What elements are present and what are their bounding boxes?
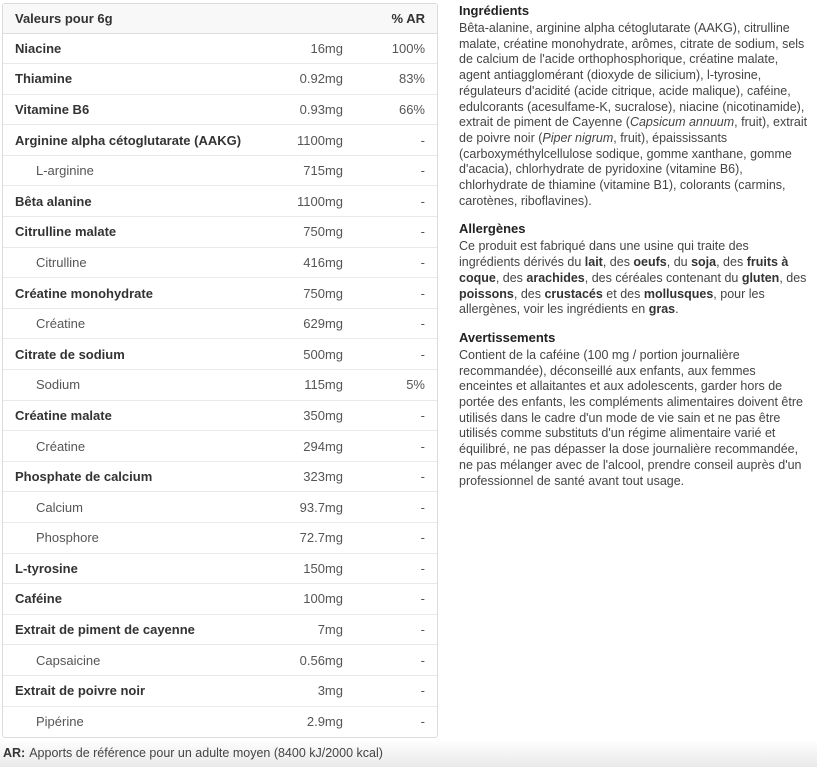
row-ar: - bbox=[353, 553, 437, 584]
row-value: 1100mg bbox=[253, 186, 353, 217]
table-row bbox=[3, 278, 437, 309]
row-value: 2.9mg bbox=[306, 714, 343, 730]
row-value: 0.93mg bbox=[253, 94, 353, 125]
row-label: Niacine bbox=[3, 33, 253, 64]
row-ar: - bbox=[353, 308, 437, 339]
table-row bbox=[3, 94, 437, 125]
row-ar: - bbox=[353, 186, 437, 217]
table-row bbox=[3, 247, 437, 278]
row-value: 93.7mg bbox=[253, 492, 353, 523]
row-value: 629mg bbox=[253, 308, 353, 339]
row-value: 3mg bbox=[253, 675, 353, 706]
table-header-serving: Valeurs pour 6g bbox=[3, 4, 253, 33]
row-ar: 5% bbox=[353, 370, 437, 401]
table-row bbox=[3, 339, 437, 370]
table-header-value-spacer bbox=[253, 4, 353, 33]
row-value: 115mg bbox=[253, 370, 353, 401]
row-label: Citrulline malate bbox=[3, 217, 253, 248]
table-row bbox=[3, 461, 437, 492]
table-body bbox=[3, 33, 437, 737]
section-text: Bêta-alanine, arginine alpha cétoglutarate (AAKG), citrulline malate, créatine monohydrate, arômes, citrate de sodium, sels de calcium de l'acide orthophosphorique, créatine malate, agent antiagglomérant (dioxyde de silicium), l-tyrosine, régulateurs d'acidité (acide citrique, acide malique), caféine, edulcorants (acesulfame-K, sucralose), niacine (nicotinamide), extrait de piment de Cayenne (Capsicum annuum, fruit), extrait de poivre noir (Piper nigrum, fruit), épaississants (carboxyméthylcellulose sodique, gomme xanthane, gomme d'acacia), chlorhydrate de pyridoxine (vitamine B6), chlorhydrate de thiamine (vitamine B1), colorants (carmins, carotènes, riboflavines). bbox=[459, 21, 808, 208]
table-row bbox=[3, 400, 437, 431]
row-ar: - bbox=[353, 278, 437, 309]
nutrition-table bbox=[2, 3, 438, 738]
row-ar: 66% bbox=[353, 94, 437, 125]
row-value: 323mg bbox=[253, 461, 353, 492]
section-text: Contient de la caféine (100 mg / portion journalière recommandée), déconseillé aux enfants, aux femmes enceintes et allaitantes et aux adolescents, garder hors de portée des enfants, les compléments alimentaires doivent être utilisés dans le cadre d'un mode de vie sain et ne pas être utilisés comme substituts d'un régime alimentaire varié et équilibré, ne pas dépasser la dose journalière recommandée, ne pas mélanger avec de l'alcool, prendre conseil auprès d'un professionnel de santé avant tout usage. bbox=[459, 347, 803, 488]
row-ar: - bbox=[353, 155, 437, 186]
row-label: Thiamine bbox=[3, 64, 253, 95]
row-ar: - bbox=[353, 125, 437, 156]
row-ar: - bbox=[353, 339, 437, 370]
table-row bbox=[3, 125, 437, 156]
row-value: 72.7mg bbox=[253, 523, 353, 554]
section-title: Allergènes bbox=[459, 221, 526, 237]
row-value: 0.92mg bbox=[253, 64, 353, 95]
row-ar: - bbox=[353, 523, 437, 554]
row-label: Capsaicine bbox=[3, 645, 253, 676]
row-ar: - bbox=[353, 614, 437, 645]
info-section bbox=[459, 3, 811, 209]
row-value: 150mg bbox=[253, 553, 353, 584]
info-section bbox=[459, 221, 811, 318]
row-label: Citrate de sodium bbox=[3, 339, 253, 370]
footnote-prefix: AR: bbox=[3, 746, 26, 760]
row-ar: - bbox=[353, 217, 437, 248]
reference-footnote bbox=[0, 739, 817, 767]
row-value: 416mg bbox=[253, 247, 353, 278]
row-label: Arginine alpha cétoglutarate (AAKG) bbox=[3, 125, 253, 156]
table-row bbox=[3, 64, 437, 95]
row-ar: - bbox=[353, 675, 437, 706]
table-row bbox=[3, 523, 437, 554]
row-label: Extrait de poivre noir bbox=[3, 675, 253, 706]
row-label: Pipérine bbox=[36, 714, 84, 730]
table-row bbox=[3, 186, 437, 217]
row-ar: - bbox=[353, 584, 437, 615]
row-value: 100mg bbox=[253, 584, 353, 615]
row-label: Citrulline bbox=[3, 247, 253, 278]
row-ar: - bbox=[353, 247, 437, 278]
row-ar: - bbox=[353, 461, 437, 492]
table-row bbox=[3, 155, 437, 186]
table-row bbox=[3, 614, 437, 645]
table-row bbox=[3, 645, 437, 676]
row-label: Calcium bbox=[3, 492, 253, 523]
row-ar: - bbox=[353, 492, 437, 523]
section-title: Avertissements bbox=[459, 329, 556, 345]
table-header-row bbox=[3, 4, 437, 33]
info-section bbox=[459, 330, 811, 489]
row-label: Créatine bbox=[3, 308, 253, 339]
table-row bbox=[3, 553, 437, 584]
table-row bbox=[3, 217, 437, 248]
row-value: 715mg bbox=[253, 155, 353, 186]
row-ar: 83% bbox=[353, 64, 437, 95]
row-label: Sodium bbox=[3, 370, 253, 401]
row-label: L-arginine bbox=[3, 155, 253, 186]
row-label: Créatine malate bbox=[3, 400, 253, 431]
table-row bbox=[3, 706, 437, 737]
table-row bbox=[3, 675, 437, 706]
row-ar: - bbox=[420, 714, 425, 730]
row-label: Caféine bbox=[3, 584, 253, 615]
row-ar: - bbox=[353, 400, 437, 431]
row-label: Phosphore bbox=[3, 523, 253, 554]
section-title: Ingrédients bbox=[459, 3, 530, 18]
row-ar: 100% bbox=[353, 33, 437, 64]
row-value: 750mg bbox=[253, 217, 353, 248]
row-label: Bêta alanine bbox=[3, 186, 253, 217]
row-value: 350mg bbox=[253, 400, 353, 431]
table-row bbox=[3, 492, 437, 523]
row-label: Extrait de piment de cayenne bbox=[3, 614, 253, 645]
row-value: 500mg bbox=[253, 339, 353, 370]
info-panel bbox=[459, 3, 811, 501]
row-value: 750mg bbox=[253, 278, 353, 309]
row-label: L-tyrosine bbox=[3, 553, 253, 584]
table-row bbox=[3, 431, 437, 462]
table-row bbox=[3, 33, 437, 64]
row-value: 294mg bbox=[253, 431, 353, 462]
row-value: 1100mg bbox=[253, 125, 353, 156]
table-row bbox=[3, 308, 437, 339]
table-row bbox=[3, 370, 437, 401]
row-value: 16mg bbox=[253, 33, 353, 64]
footnote-text: Apports de référence pour un adulte moyen (8400 kJ/2000 kcal) bbox=[29, 746, 383, 760]
table-header-ar: % AR bbox=[353, 4, 437, 33]
row-label: Phosphate de calcium bbox=[3, 461, 253, 492]
row-value: 7mg bbox=[253, 614, 353, 645]
row-label: Créatine bbox=[3, 431, 253, 462]
row-ar: - bbox=[353, 431, 437, 462]
table-row bbox=[3, 584, 437, 615]
row-value: 0.56mg bbox=[253, 645, 353, 676]
row-ar: - bbox=[353, 645, 437, 676]
row-label: Créatine monohydrate bbox=[3, 278, 253, 309]
row-label: Vitamine B6 bbox=[3, 94, 253, 125]
section-text: Ce produit est fabriqué dans une usine qui traite des ingrédients dérivés du lait, des oeufs, du soja, des fruits à coque, des arachides, des céréales contenant du gluten, des poissons, des crustacés et des mollusques, pour les allergènes, voir les ingrédients en gras. bbox=[459, 239, 807, 317]
